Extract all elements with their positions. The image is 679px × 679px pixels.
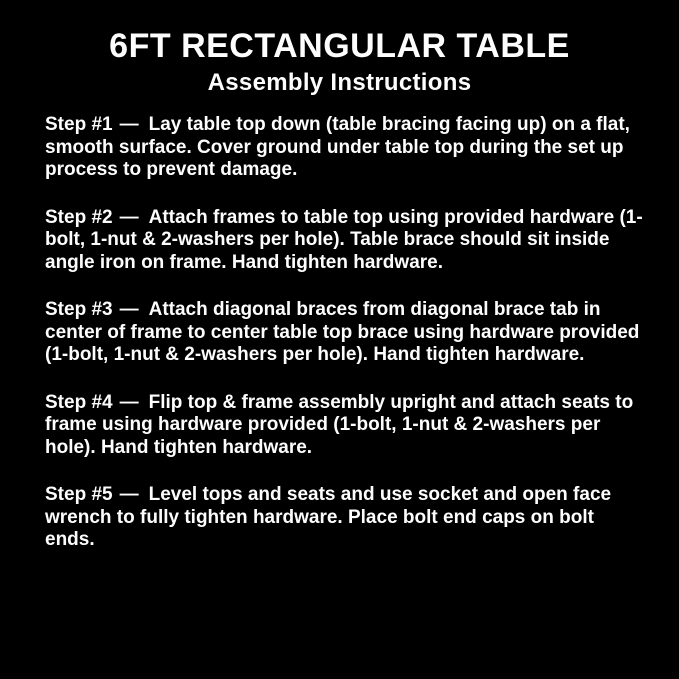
step-item-5	[45, 484, 643, 552]
step-4-text: Flip top & frame assembly upright and attach seats to frame using hardware provided (1-bolt, 1-nut & 2-washers per hole). Hand tighten hardware.	[45, 391, 634, 458]
sheet-header	[20, 26, 659, 96]
steps-list	[0, 114, 679, 552]
step-5-dash: —	[119, 484, 139, 506]
step-5-label: Step #5	[45, 484, 113, 506]
page-title: 6FT RECTANGULAR TABLE	[109, 27, 570, 65]
step-2-label: Step #2	[45, 206, 113, 228]
step-1-text: Lay table top down (table bracing facing up) on a flat, smooth surface. Cover ground under table top during the set up process to prevent damage.	[45, 114, 630, 181]
step-5-text: Level tops and seats and use socket and open face wrench to fully tighten hardware. Place bolt end caps on bolt ends.	[45, 484, 612, 551]
step-item-2	[45, 207, 643, 275]
step-1-label: Step #1	[45, 114, 113, 136]
step-4-label: Step #4	[45, 391, 113, 413]
step-1-dash: —	[119, 114, 139, 136]
step-3-text: Attach diagonal braces from diagonal brace tab in center of frame to center table top brace using hardware provided (1-bolt, 1-nut & 2-washers per hole). Hand tighten hardware.	[45, 299, 640, 366]
step-item-3	[45, 299, 643, 367]
step-3-label: Step #3	[45, 299, 113, 321]
step-item-4	[45, 392, 643, 460]
step-item-1	[45, 114, 643, 182]
step-4-dash: —	[119, 391, 139, 413]
step-2-text: Attach frames to table top using provided hardware (1-bolt, 1-nut & 2-washers per hole). Table brace should sit inside angle iron on frame. Hand tighten hardware.	[45, 206, 643, 273]
page-subtitle: Assembly Instructions	[207, 68, 472, 96]
step-3-dash: —	[119, 299, 139, 321]
step-2-dash: —	[119, 206, 139, 228]
